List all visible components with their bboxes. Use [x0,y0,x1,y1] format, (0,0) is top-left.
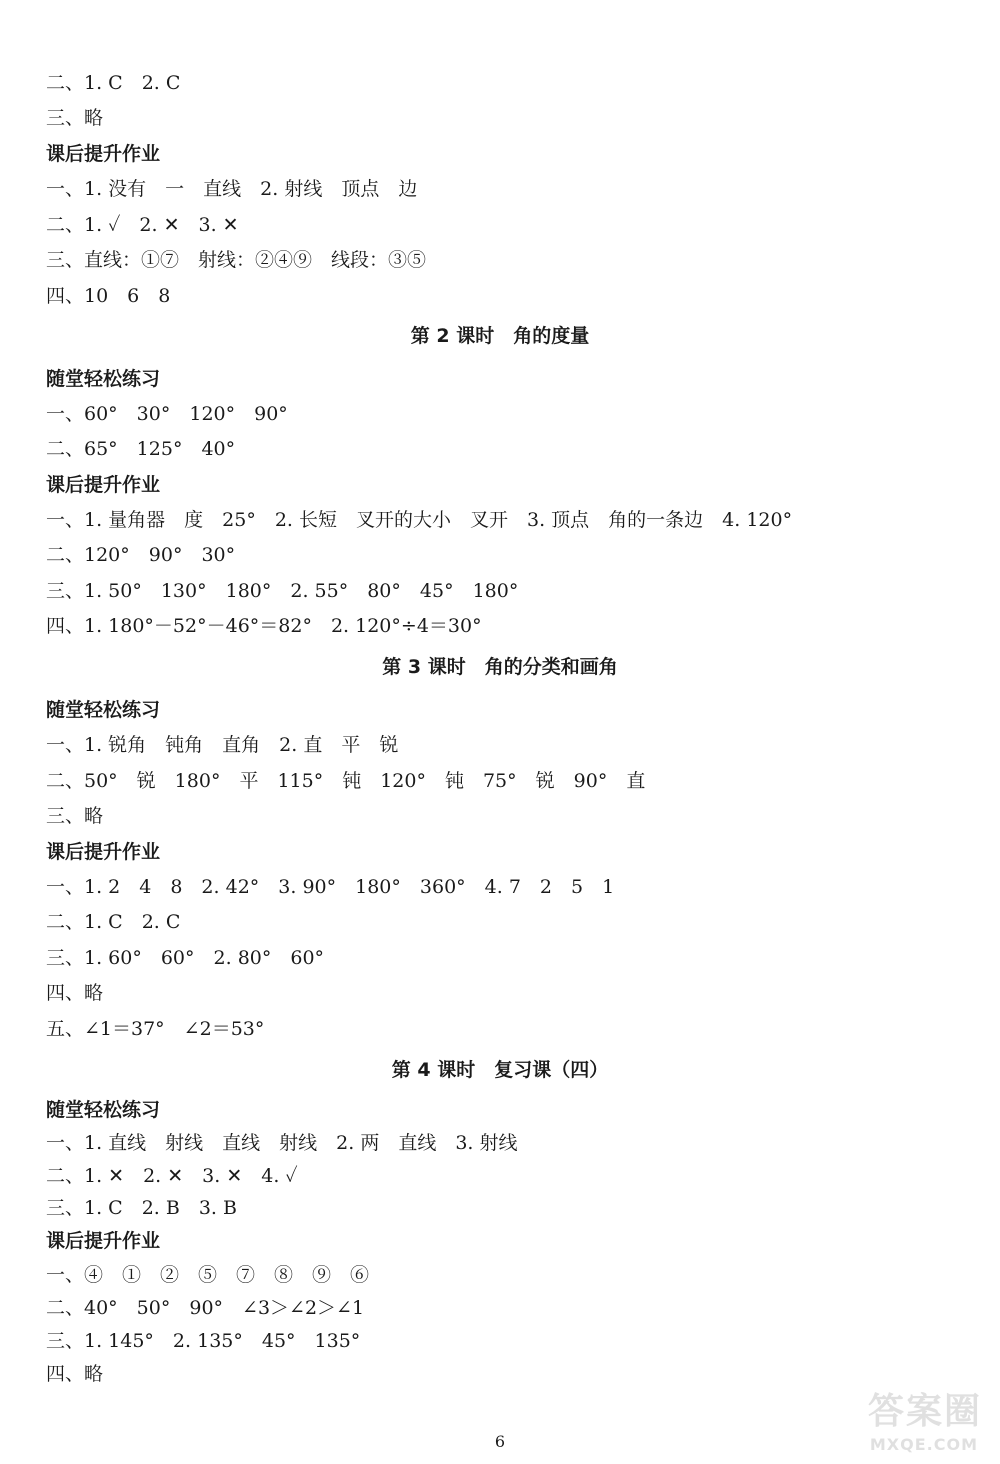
answer-line: 一、1. 没有 一 直线 2. 射线 顶点 边 [46,178,418,200]
watermark-url: MXQE.COM [869,1435,978,1454]
section-heading: 随堂轻松练习 [46,368,161,390]
answer-line: 二、65° 125° 40° [46,438,236,460]
answer-line: 四、略 [46,982,104,1004]
section-heading: 课后提升作业 [46,841,161,863]
section-heading: 课后提升作业 [46,143,161,165]
watermark-logo [862,1391,982,1454]
answer-line: 三、1. 50° 130° 180° 2. 55° 80° 45° 180° [46,580,519,602]
section-heading: 随堂轻松练习 [46,1099,161,1121]
answer-line: 四、10 6 8 [46,285,171,307]
answer-line: 二、1. C 2. C [46,911,181,933]
answer-line: 五、∠1＝37° ∠2＝53° [46,1018,265,1040]
answer-line: 二、1. ✓ 2. ✕ 3. ✕ [46,214,239,236]
answer-line: 一、1. 锐角 钝角 直角 2. 直 平 锐 [46,734,399,756]
answer-line: 三、略 [46,107,104,129]
lesson-title: 第 3 课时 角的分类和画角 [382,656,618,678]
answer-line: 三、直线：①⑦ 射线：②④⑨ 线段：③⑤ [46,249,427,271]
watermark-text: 答案圈 [867,1391,982,1432]
lesson-title: 第 4 课时 复习课（四） [391,1059,609,1081]
answer-line: 一、1. 直线 射线 直线 射线 2. 两 直线 3. 射线 [46,1132,518,1154]
page-number: 6 [494,1432,506,1451]
answer-line: 三、1. 145° 2. 135° 45° 135° [46,1330,361,1352]
answer-line: 四、略 [46,1363,104,1385]
answer-line: 一、④ ① ② ⑤ ⑦ ⑧ ⑨ ⑥ [46,1264,370,1286]
answer-line: 二、120° 90° 30° [46,544,236,566]
answer-line: 二、40° 50° 90° ∠3＞∠2＞∠1 [46,1297,365,1319]
answer-line: 一、60° 30° 120° 90° [46,403,288,425]
section-heading: 课后提升作业 [46,1230,161,1252]
section-heading: 课后提升作业 [46,474,161,496]
answer-line: 二、1. ✕ 2. ✕ 3. ✕ 4. ✓ [46,1165,298,1187]
answer-line: 三、1. 60° 60° 2. 80° 60° [46,947,325,969]
answer-line: 三、1. C 2. B 3. B [46,1197,237,1219]
answer-line: 一、1. 2 4 8 2. 42° 3. 90° 180° 360° 4. 7 2 5 1 [46,876,615,898]
lesson-title: 第 2 课时 角的度量 [410,325,590,347]
answer-line: 四、1. 180°－52°－46°＝82° 2. 120°÷4＝30° [46,615,482,637]
answer-line: 二、50° 锐 180° 平 115° 钝 120° 钝 75° 锐 90° 直 [46,770,646,792]
section-heading: 随堂轻松练习 [46,699,161,721]
answer-line: 三、略 [46,805,104,827]
answer-line: 二、1. C 2. C [46,72,181,94]
answer-line: 一、1. 量角器 度 25° 2. 长短 叉开的大小 叉开 3. 顶点 角的一条边 4. 120° [46,509,793,531]
